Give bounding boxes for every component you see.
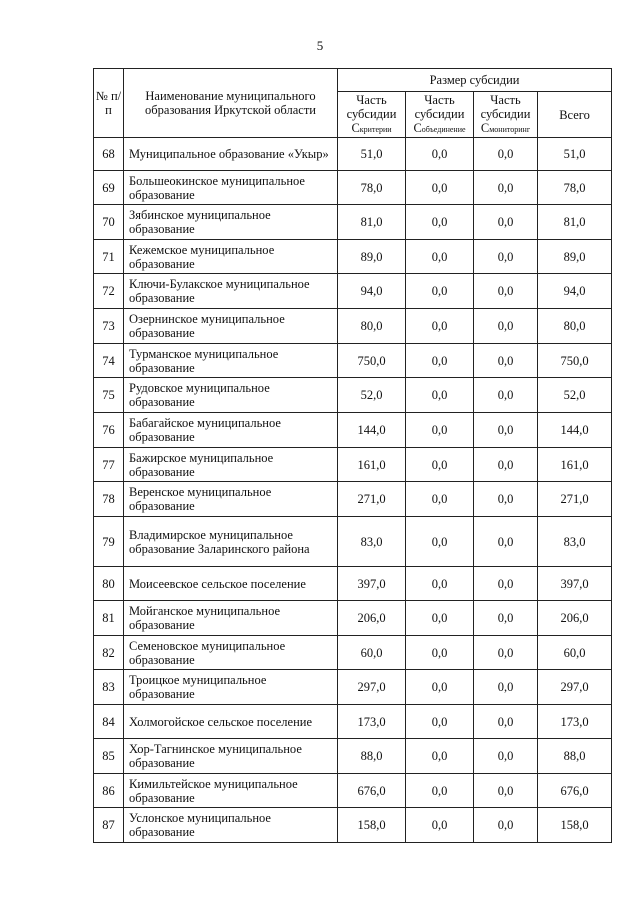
total-value: 297,0 — [538, 670, 612, 705]
municipality-name: Веренское муниципальное образование — [124, 482, 338, 517]
municipality-name: Кимильтейское муниципальное образование — [124, 774, 338, 808]
part-obedinenie-value: 0,0 — [406, 705, 474, 739]
table-row — [94, 774, 612, 808]
part-kriterii-value: 83,0 — [338, 517, 406, 567]
page-number: 5 — [316, 38, 324, 53]
total-value: 81,0 — [538, 205, 612, 240]
municipality-name: Мойганское муниципальное образование — [124, 601, 338, 636]
part-kriterii-value: 88,0 — [338, 739, 406, 774]
table-row — [94, 240, 612, 274]
part-monitoring-value: 0,0 — [474, 448, 538, 482]
header-part-kriterii: Часть субсидии Скритерии — [338, 92, 406, 138]
row-number: 68 — [94, 138, 124, 171]
table-row — [94, 448, 612, 482]
part-kriterii-value: 60,0 — [338, 636, 406, 670]
table-row — [94, 344, 612, 378]
part-kriterii-value: 80,0 — [338, 309, 406, 344]
table-row — [94, 138, 612, 171]
part-kriterii-value: 51,0 — [338, 138, 406, 171]
table-row — [94, 601, 612, 636]
total-value: 144,0 — [538, 413, 612, 448]
part-monitoring-value: 0,0 — [474, 739, 538, 774]
part-obedinenie-value: 0,0 — [406, 601, 474, 636]
total-value: 94,0 — [538, 274, 612, 309]
part-monitoring-value: 0,0 — [474, 567, 538, 601]
table-row — [94, 413, 612, 448]
municipality-name: Владимирское муниципальное образование Заларинского района — [124, 517, 338, 567]
row-number: 71 — [94, 240, 124, 274]
part-obedinenie-value: 0,0 — [406, 517, 474, 567]
part-monitoring-value: 0,0 — [474, 309, 538, 344]
part-obedinenie-value: 0,0 — [406, 636, 474, 670]
municipality-name: Кежемское муниципальное образование — [124, 240, 338, 274]
part-kriterii-value: 173,0 — [338, 705, 406, 739]
municipality-name: Зябинское муниципальное образование — [124, 205, 338, 240]
row-number: 73 — [94, 309, 124, 344]
row-number: 72 — [94, 274, 124, 309]
table-row — [94, 670, 612, 705]
municipality-name: Троицкое муниципальное образование — [124, 670, 338, 705]
row-number: 83 — [94, 670, 124, 705]
table-row — [94, 378, 612, 413]
part-monitoring-value: 0,0 — [474, 482, 538, 517]
total-value: 52,0 — [538, 378, 612, 413]
table-row — [94, 705, 612, 739]
total-value: 676,0 — [538, 774, 612, 808]
total-value: 51,0 — [538, 138, 612, 171]
part-monitoring-value: 0,0 — [474, 808, 538, 843]
row-number: 87 — [94, 808, 124, 843]
part-kriterii-value: 297,0 — [338, 670, 406, 705]
municipality-name: Турманское муниципальное образование — [124, 344, 338, 378]
part-monitoring-value: 0,0 — [474, 274, 538, 309]
total-value: 206,0 — [538, 601, 612, 636]
total-value: 173,0 — [538, 705, 612, 739]
municipality-name: Бажирское муниципальное образование — [124, 448, 338, 482]
part-obedinenie-value: 0,0 — [406, 309, 474, 344]
municipality-name: Озернинское муниципальное образование — [124, 309, 338, 344]
part-monitoring-value: 0,0 — [474, 705, 538, 739]
part-monitoring-value: 0,0 — [474, 344, 538, 378]
part-monitoring-value: 0,0 — [474, 517, 538, 567]
header-part-monitoring: Часть субсидии Смониторинг — [474, 92, 538, 138]
header-total: Всего — [538, 92, 612, 138]
row-number: 78 — [94, 482, 124, 517]
part-monitoring-value: 0,0 — [474, 670, 538, 705]
total-value: 161,0 — [538, 448, 612, 482]
part-obedinenie-value: 0,0 — [406, 413, 474, 448]
part-obedinenie-value: 0,0 — [406, 378, 474, 413]
subsidy-table — [93, 68, 612, 843]
municipality-name: Рудовское муниципальное образование — [124, 378, 338, 413]
part-obedinenie-value: 0,0 — [406, 171, 474, 205]
part-kriterii-value: 676,0 — [338, 774, 406, 808]
total-value: 271,0 — [538, 482, 612, 517]
part-kriterii-value: 271,0 — [338, 482, 406, 517]
municipality-name: Хор-Тагнинское муниципальное образование — [124, 739, 338, 774]
part-obedinenie-value: 0,0 — [406, 482, 474, 517]
part-monitoring-value: 0,0 — [474, 774, 538, 808]
row-number: 69 — [94, 171, 124, 205]
table-row — [94, 636, 612, 670]
total-value: 397,0 — [538, 567, 612, 601]
table-row — [94, 808, 612, 843]
row-number: 84 — [94, 705, 124, 739]
table-row — [94, 171, 612, 205]
municipality-name: Холмогойское сельское поселение — [124, 705, 338, 739]
part-monitoring-value: 0,0 — [474, 601, 538, 636]
header-group: Размер субсидии — [338, 69, 612, 92]
part-kriterii-value: 158,0 — [338, 808, 406, 843]
part-kriterii-value: 750,0 — [338, 344, 406, 378]
part-obedinenie-value: 0,0 — [406, 774, 474, 808]
part-obedinenie-value: 0,0 — [406, 138, 474, 171]
table-row — [94, 274, 612, 309]
part-obedinenie-value: 0,0 — [406, 739, 474, 774]
part-monitoring-value: 0,0 — [474, 636, 538, 670]
table-row — [94, 517, 612, 567]
part-monitoring-value: 0,0 — [474, 413, 538, 448]
part-obedinenie-value: 0,0 — [406, 808, 474, 843]
part-obedinenie-value: 0,0 — [406, 240, 474, 274]
part-kriterii-value: 161,0 — [338, 448, 406, 482]
part-obedinenie-value: 0,0 — [406, 274, 474, 309]
table-row — [94, 567, 612, 601]
part-kriterii-value: 94,0 — [338, 274, 406, 309]
part-obedinenie-value: 0,0 — [406, 670, 474, 705]
part-obedinenie-value: 0,0 — [406, 344, 474, 378]
row-number: 82 — [94, 636, 124, 670]
part-monitoring-value: 0,0 — [474, 378, 538, 413]
row-number: 85 — [94, 739, 124, 774]
header-num: № п/п — [94, 69, 124, 138]
part-kriterii-value: 52,0 — [338, 378, 406, 413]
row-number: 86 — [94, 774, 124, 808]
municipality-name: Большеокинское муниципальное образование — [124, 171, 338, 205]
row-number: 81 — [94, 601, 124, 636]
part-kriterii-value: 144,0 — [338, 413, 406, 448]
table-body — [94, 138, 612, 843]
row-number: 75 — [94, 378, 124, 413]
row-number: 76 — [94, 413, 124, 448]
table-row — [94, 739, 612, 774]
part-kriterii-value: 397,0 — [338, 567, 406, 601]
part-monitoring-value: 0,0 — [474, 240, 538, 274]
municipality-name: Муниципальное образование «Укыр» — [124, 138, 338, 171]
header-name: Наименование муниципального образования Иркутской области — [124, 69, 338, 138]
municipality-name: Моисеевское сельское поселение — [124, 567, 338, 601]
row-number: 70 — [94, 205, 124, 240]
part-obedinenie-value: 0,0 — [406, 205, 474, 240]
municipality-name: Услонское муниципальное образование — [124, 808, 338, 843]
part-kriterii-value: 206,0 — [338, 601, 406, 636]
total-value: 80,0 — [538, 309, 612, 344]
table-row — [94, 482, 612, 517]
table-row — [94, 205, 612, 240]
part-monitoring-value: 0,0 — [474, 171, 538, 205]
part-kriterii-value: 81,0 — [338, 205, 406, 240]
part-obedinenie-value: 0,0 — [406, 567, 474, 601]
part-monitoring-value: 0,0 — [474, 205, 538, 240]
part-monitoring-value: 0,0 — [474, 138, 538, 171]
row-number: 79 — [94, 517, 124, 567]
total-value: 78,0 — [538, 171, 612, 205]
row-number: 77 — [94, 448, 124, 482]
table-row — [94, 309, 612, 344]
total-value: 89,0 — [538, 240, 612, 274]
part-kriterii-value: 78,0 — [338, 171, 406, 205]
total-value: 88,0 — [538, 739, 612, 774]
municipality-name: Семеновское муниципальное образование — [124, 636, 338, 670]
total-value: 60,0 — [538, 636, 612, 670]
row-number: 80 — [94, 567, 124, 601]
municipality-name: Ключи-Булакское муниципальное образование — [124, 274, 338, 309]
part-obedinenie-value: 0,0 — [406, 448, 474, 482]
part-kriterii-value: 89,0 — [338, 240, 406, 274]
municipality-name: Бабагайское муниципальное образование — [124, 413, 338, 448]
total-value: 750,0 — [538, 344, 612, 378]
row-number: 74 — [94, 344, 124, 378]
total-value: 158,0 — [538, 808, 612, 843]
total-value: 83,0 — [538, 517, 612, 567]
header-part-obedinenie: Часть субсидии Собъединение — [406, 92, 474, 138]
